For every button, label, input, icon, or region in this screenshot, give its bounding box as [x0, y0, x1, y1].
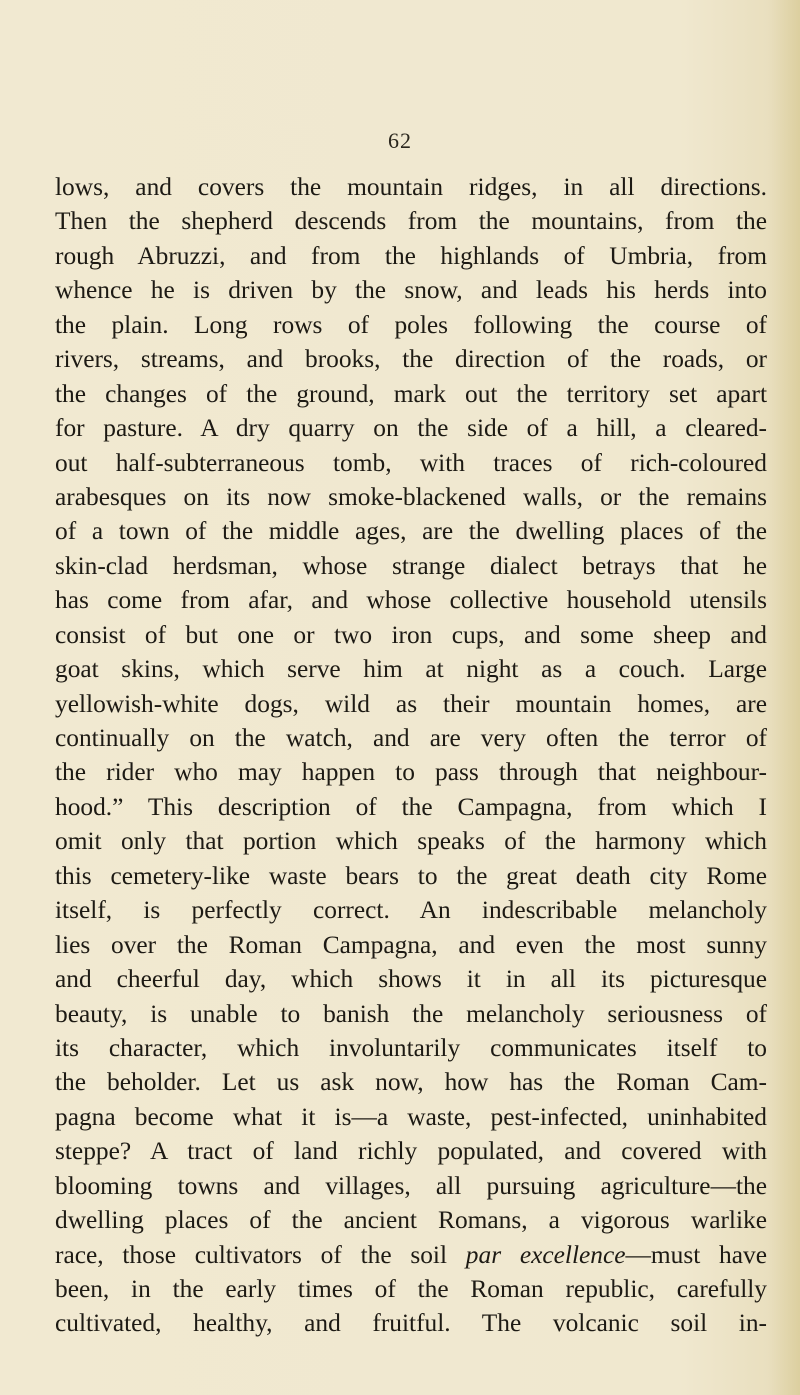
- text-segment: —must have: [625, 1240, 767, 1269]
- text-line: pagna become what it is—a waste, pest-infected, uninhabited: [55, 1102, 767, 1131]
- text-line: rivers, streams, and brooks, the direction of the roads, or: [55, 345, 767, 374]
- text-line: its character, which involuntarily communicates itself to: [55, 1033, 767, 1062]
- text-line: the beholder. Let us ask now, how has the Roman Cam-: [55, 1068, 767, 1097]
- text-line: the rider who may happen to pass through that neighbour-: [55, 758, 767, 787]
- body-text: [55, 170, 767, 1341]
- text-line-with-italic: [55, 1238, 767, 1272]
- text-line: continually on the watch, and are very often the terror of: [55, 724, 767, 752]
- text-line: arabesques on its now smoke-blackened walls, or the remains: [55, 482, 767, 511]
- text-line: beauty, is unable to banish the melancholy seriousness of: [55, 999, 767, 1028]
- text-line: of a town of the middle ages, are the dwelling places of the: [55, 517, 767, 546]
- text-line: skin-clad herdsman, whose strange dialect betrays that he: [55, 551, 767, 580]
- text-line: omit only that portion which speaks of the harmony which: [55, 827, 767, 856]
- text-line: the changes of the ground, mark out the territory set apart: [55, 379, 767, 408]
- text-line: steppe? A tract of land richly populated, and covered with: [55, 1137, 767, 1166]
- text-line: itself, is perfectly correct. An indescribable melancholy: [55, 896, 767, 925]
- italic-phrase: par excellence: [465, 1240, 626, 1269]
- text-line: lows, and covers the mountain ridges, in all directions.: [55, 173, 767, 201]
- text-segment: race, those cultivators of the soil: [55, 1240, 448, 1269]
- text-line: goat skins, which serve him at night as a couch. Large: [55, 655, 767, 684]
- text-line: hood.” This description of the Campagna, from which I: [55, 792, 767, 821]
- text-line: rough Abruzzi, and from the highlands of Umbria, from: [55, 241, 767, 270]
- text-line: and cheerful day, which shows it in all its picturesque: [55, 965, 767, 994]
- text-line: dwelling places of the ancient Romans, a vigorous warlike: [55, 1206, 767, 1235]
- text-line: this cemetery-like waste bears to the great death city Rome: [55, 861, 767, 890]
- text-line: has come from afar, and whose collective household utensils: [55, 586, 767, 615]
- text-line: consist of but one or two iron cups, and some sheep and: [55, 620, 767, 649]
- text-line: blooming towns and villages, all pursuing agriculture—the: [55, 1171, 767, 1200]
- text-line: Then the shepherd descends from the mountains, from the: [55, 207, 767, 236]
- text-line: been, in the early times of the Roman republic, carefully: [55, 1275, 767, 1303]
- text-line: out half-subterraneous tomb, with traces of rich-coloured: [55, 448, 767, 477]
- text-line: lies over the Roman Campagna, and even the most sunny: [55, 930, 767, 959]
- text-line: yellowish-white dogs, wild as their mountain homes, are: [55, 689, 767, 718]
- text-line: the plain. Long rows of poles following the course of: [55, 310, 767, 339]
- text-line: cultivated, healthy, and fruitful. The volcanic soil in-: [55, 1309, 767, 1338]
- page-number: 62: [388, 128, 412, 153]
- text-line: for pasture. A dry quarry on the side of a hill, a cleared-: [55, 414, 767, 443]
- text-line: whence he is driven by the snow, and leads his herds into: [55, 276, 767, 305]
